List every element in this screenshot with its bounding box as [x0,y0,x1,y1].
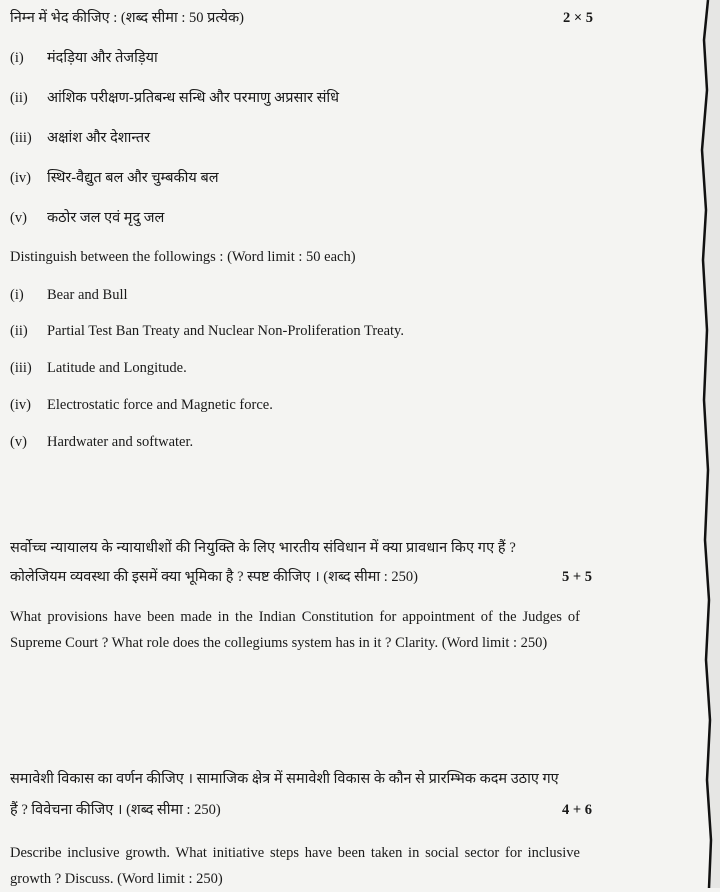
q1-english-heading: Distinguish between the followings : (Word limit : 50 each) [10,249,356,265]
q1-english-item-text: Hardwater and softwater. [47,434,194,450]
q1-english-item-num: (ii) [10,323,28,339]
q1-hindi-item-text: स्थिर-वैद्युत बल और चुम्बकीय बल [47,170,219,186]
q1-hindi-item-text: मंदड़िया और तेजड़िया [47,50,158,66]
q3-english-text: Describe inclusive growth. What initiative steps have been taken in social sector for inclusive growth ? Discuss. (Word limit : 250) [10,845,580,887]
torn-edge-shadow [690,0,720,888]
q1-hindi-item-text: आंशिक परीक्षण-प्रतिबन्ध सन्धि और परमाणु अप्रसार संधि [47,90,340,106]
q1-english-item-text: Bear and Bull [47,287,128,303]
q2-hindi-line: कोलेजियम व्यवस्था की इसमें क्या भूमिका है ? स्पष्ट कीजिए । (शब्द सीमा : 250) [10,569,418,585]
q1-english-item-num: (i) [10,287,24,303]
q3-hindi-line: समावेशी विकास का वर्णन कीजिए । सामाजिक क्षेत्र में समावेशी विकास के कौन से प्रारम्भिक कदम उठाए गए [10,771,559,787]
q2-hindi-line: सर्वोच्च न्यायालय के न्यायाधीशों की नियुक्ति के लिए भारतीय संविधान में क्या प्रावधान किए गए हैं ? [10,540,516,556]
q3-marks: 4 + 6 [562,802,593,818]
q3-hindi-line: हैं ? विवेचना कीजिए । (शब्द सीमा : 250) [10,802,221,818]
q2-english-text: What provisions have been made in the Indian Constitution for appointment of the Judges of Supreme Court ? What role does the collegiums system has in it ? Clarity. (Word limit : 250) [10,609,580,651]
q1-english-item-num: (iii) [10,360,32,376]
q1-english-item-text: Electrostatic force and Magnetic force. [47,397,273,413]
q1-english-item-text: Latitude and Longitude. [47,360,187,376]
q2-marks: 5 + 5 [562,569,593,585]
q1-hindi-heading: निम्न में भेद कीजिए : (शब्द सीमा : 50 प्रत्येक) [10,10,244,26]
q1-hindi-item-text: कठोर जल एवं मृदु जल [47,210,165,226]
q1-hindi-item-num: (v) [10,210,27,226]
q1-marks: 2 × 5 [563,10,594,26]
q1-hindi-item-text: अक्षांश और देशान्तर [47,130,151,146]
q1-hindi-item-num: (ii) [10,90,28,106]
q1-english-item-text: Partial Test Ban Treaty and Nuclear Non-Proliferation Treaty. [47,323,404,339]
q1-english-item-num: (v) [10,434,27,450]
q1-hindi-item-num: (iii) [10,130,32,146]
q1-english-item-num: (iv) [10,397,31,413]
q1-hindi-item-num: (iv) [10,170,31,186]
q1-hindi-item-num: (i) [10,50,24,66]
